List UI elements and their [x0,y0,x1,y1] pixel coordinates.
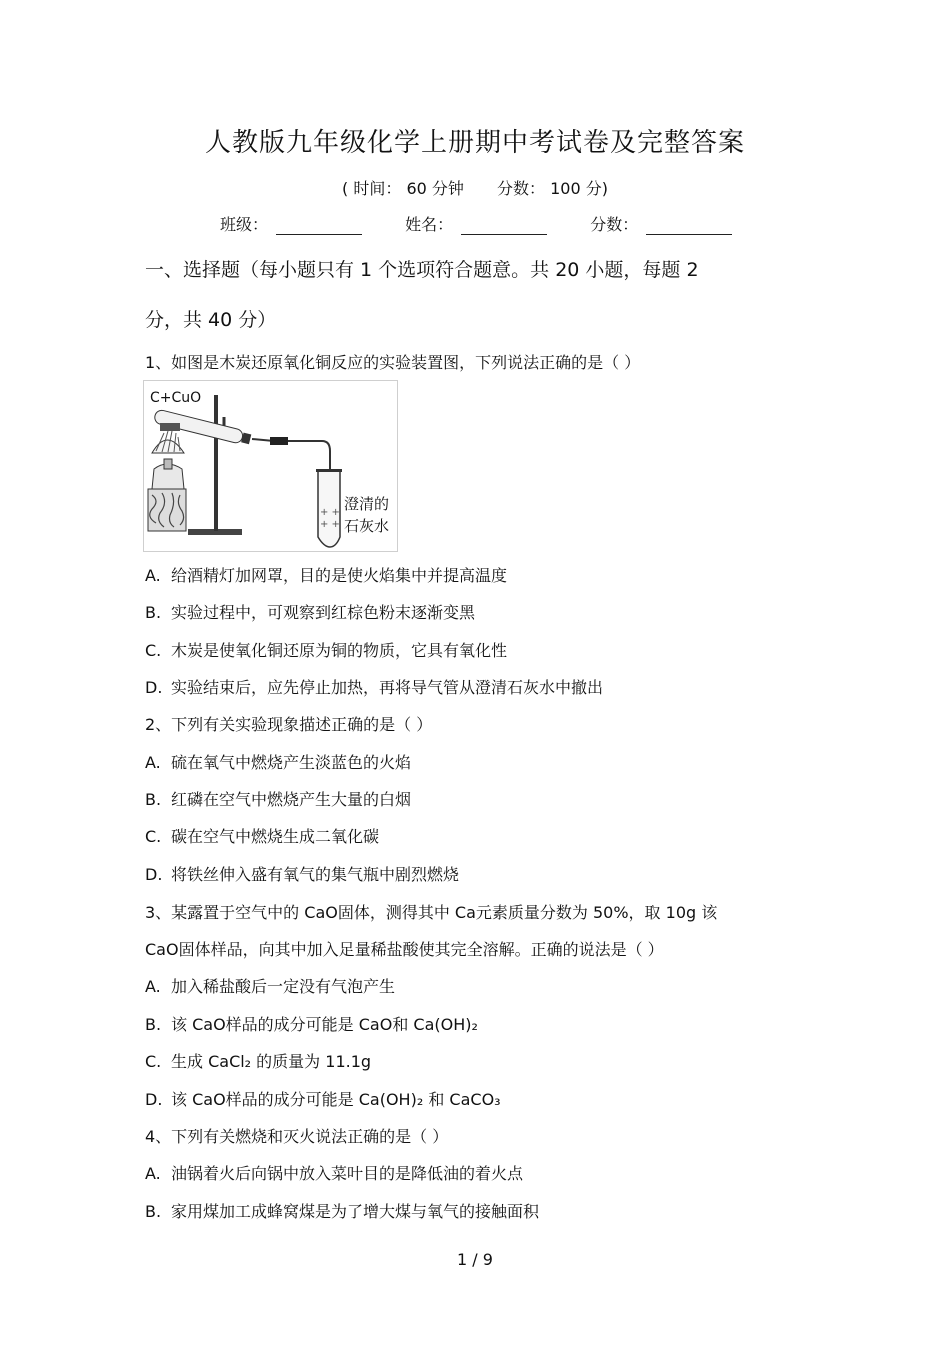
apparatus-diagram [144,381,397,551]
student-info-fields [220,212,770,235]
option-text: 硫在氧气中燃烧产生淡蓝色的火焰 [171,753,412,772]
q2-option-b [145,787,411,810]
section-heading-line1: 一、选择题（每小题只有 1 个选项符合题意。共 20 小题，每题 2 [145,259,699,281]
option-text: 该 CaO样品的成分可能是 Ca(OH)₂ 和 CaCO₃ [171,1090,501,1109]
q3-option-d [145,1087,501,1110]
name-field [405,212,547,235]
document-title: 人教版九年级化学上册期中考试卷及完整答案 [204,128,745,158]
option-text: 油锅着火后向锅中放入菜叶目的是降低油的着火点 [171,1164,524,1183]
option-text: 实验过程中，可观察到红棕色粉末逐渐变黑 [171,603,476,622]
option-text: 给酒精灯加网罩，目的是使火焰集中并提高温度 [171,566,508,585]
option-letter: A. [145,566,161,585]
option-letter: B. [145,1202,162,1221]
option-text: 加入稀盐酸后一定没有气泡产生 [171,977,396,996]
question-3-stem-line2: CaO固体样品，向其中加入足量稀盐酸使其完全溶解。正确的说法是（ ） [145,940,664,959]
exam-score: 分数： 100 分) [497,179,608,198]
class-field [220,212,362,235]
score-label: 分数： [590,215,639,234]
q4-option-b [145,1199,539,1222]
option-text: 将铁丝伸入盛有氧气的集气瓶中剧烈燃烧 [171,865,460,884]
question-2-stem: 2、下列有关实验现象描述正确的是（ ） [145,715,433,734]
option-letter: B. [145,1015,162,1034]
option-letter: B. [145,603,162,622]
svg-text:+ +: + + [320,519,340,530]
option-text: 红磷在空气中燃烧产生大量的白烟 [171,790,412,809]
option-letter: D. [145,1090,163,1109]
option-letter: A. [145,753,161,772]
stand-rod [214,395,218,531]
q4-option-a [145,1161,523,1184]
option-text: 该 CaO样品的成分可能是 CaO和 Ca(OH)₂ [171,1015,478,1034]
option-text: 家用煤加工成蜂窝煤是为了增大煤与氧气的接触面积 [171,1202,540,1221]
exam-time: ( 时间： 60 分钟 [342,179,464,198]
section-heading-line2: 分，共 40 分） [145,309,277,331]
question-4-stem: 4、下列有关燃烧和灭火说法正确的是（ ） [145,1127,449,1146]
q2-option-c [145,824,379,847]
name-blank [461,216,547,235]
q2-option-a [145,750,411,773]
figure-label-water-1: 澄清的 [344,495,390,513]
option-text: 生成 CaCl₂ 的质量为 11.1g [171,1052,372,1071]
figure-label-reactant: C+CuO [150,390,202,406]
q1-option-a [145,563,507,586]
name-label: 姓名： [405,215,454,234]
option-letter: D. [145,865,163,884]
question-3-stem-line1: 3、某露置于空气中的 CaO固体，测得其中 Ca元素质量分数为 50%，取 10g 该 [145,903,718,922]
q1-option-d [145,675,603,698]
option-text: 实验结束后，应先停止加热，再将导气管从澄清石灰水中撤出 [171,678,604,697]
page-number: 1 / 9 [457,1250,493,1269]
apparatus-figure [143,380,398,552]
option-letter: D. [145,678,163,697]
option-letter: A. [145,1164,161,1183]
question-1-stem: 1、如图是木炭还原氧化铜反应的实验装置图，下列说法正确的是（ ） [145,353,641,372]
q1-option-b [145,600,475,623]
exam-info [0,176,950,199]
class-label: 班级： [220,215,269,234]
figure-label-water-2: 石灰水 [344,517,390,535]
q3-option-b [145,1012,478,1035]
option-letter: A. [145,977,161,996]
q1-option-c [145,638,507,661]
q3-option-a [145,974,395,997]
score-blank [646,216,732,235]
option-letter: C. [145,827,162,846]
score-field [590,212,732,235]
q3-option-c [145,1049,371,1072]
class-blank [276,216,362,235]
option-letter: C. [145,641,162,660]
option-letter: C. [145,1052,162,1071]
option-text: 碳在空气中燃烧生成二氧化碳 [171,827,380,846]
option-letter: B. [145,790,162,809]
option-text: 木炭是使氧化铜还原为铜的物质，它具有氧化性 [171,641,508,660]
svg-text:+ +: + + [320,507,340,518]
q2-option-d [145,862,459,885]
